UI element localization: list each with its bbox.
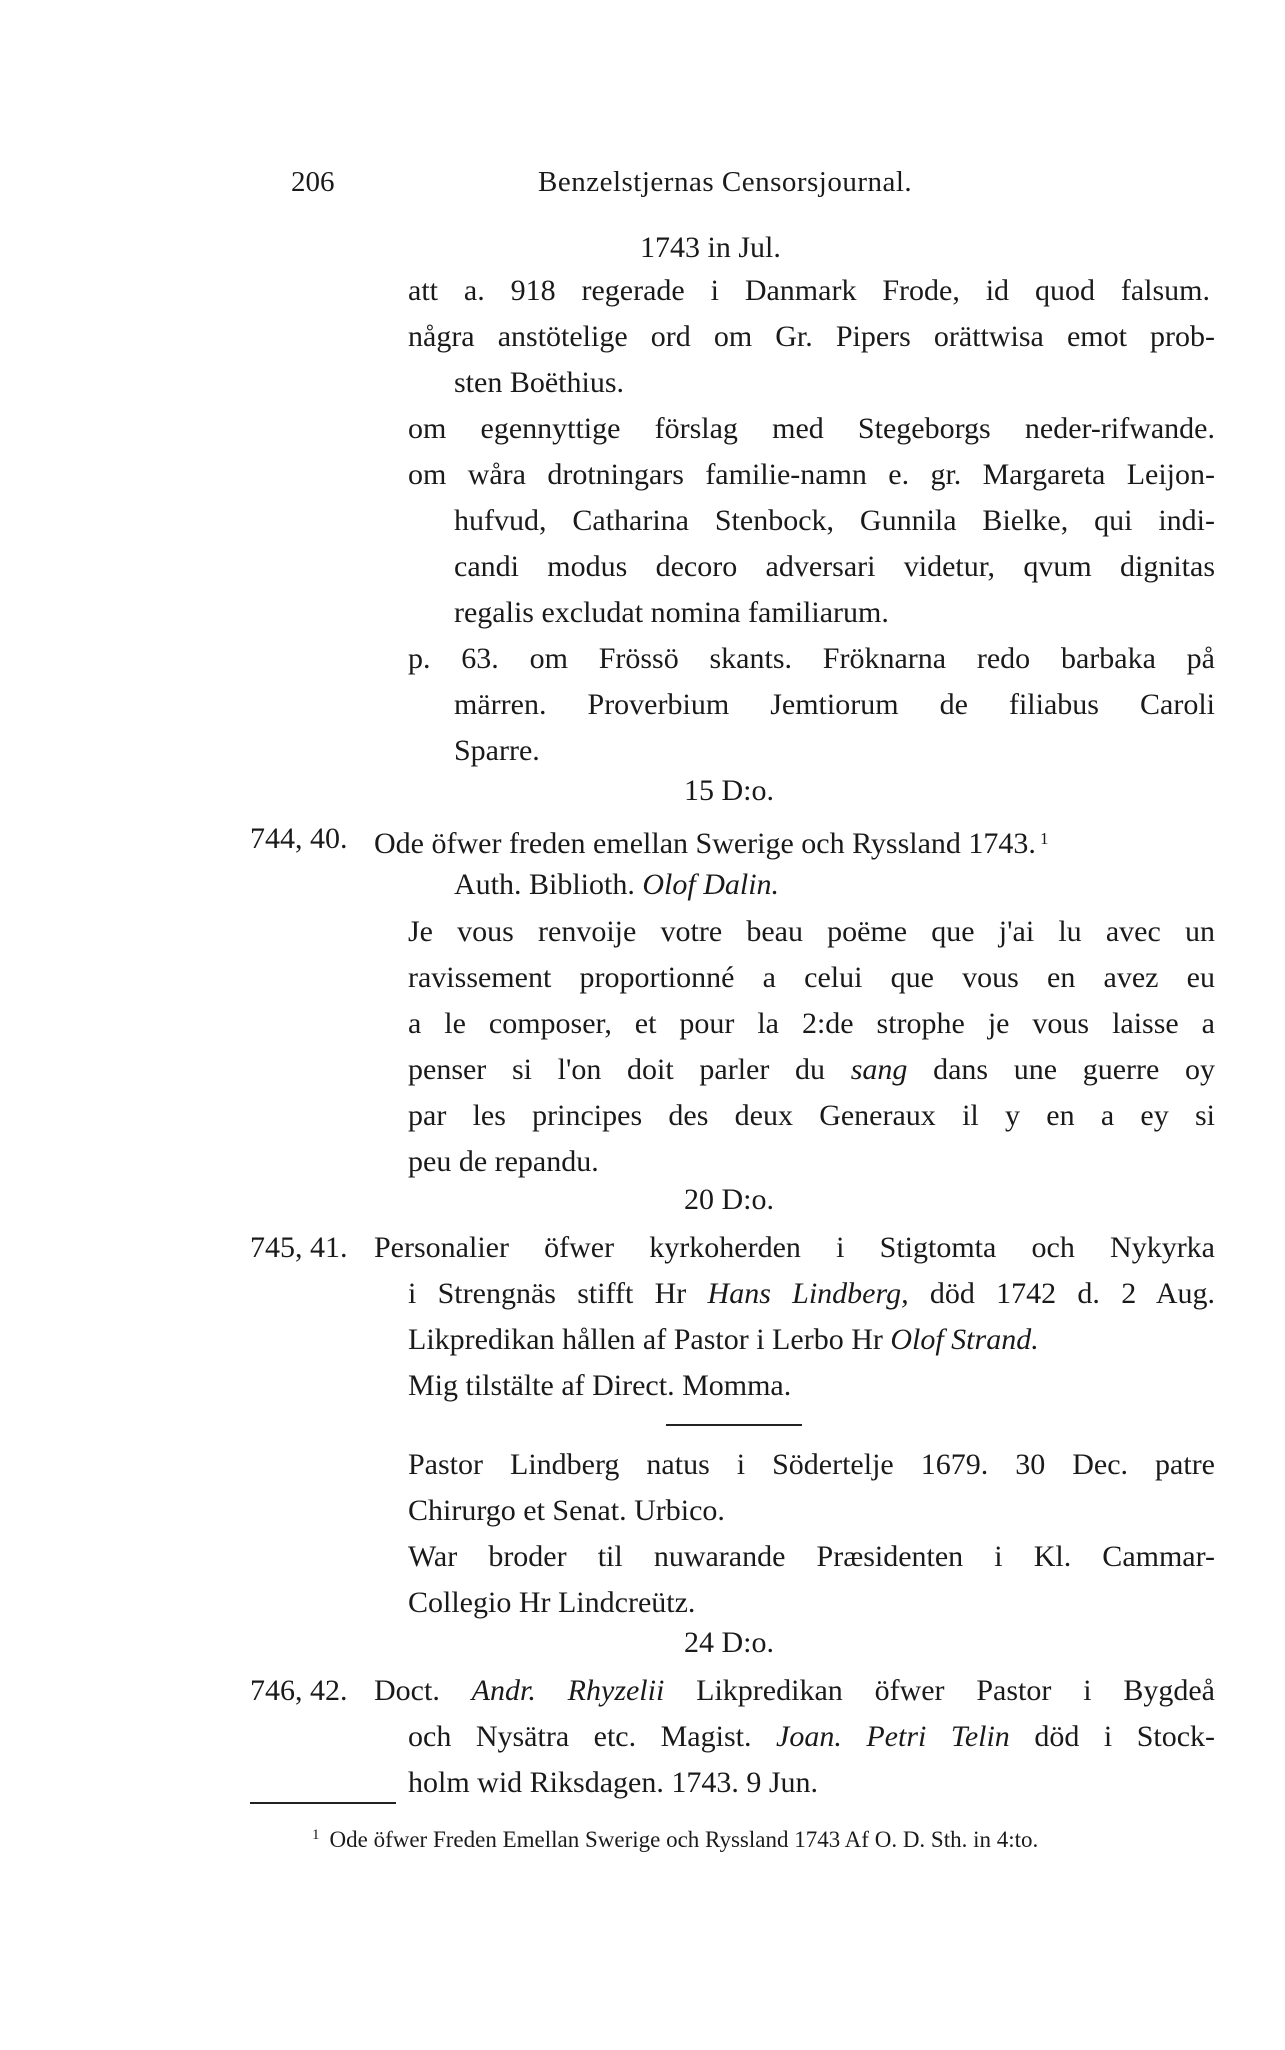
text-emphasis: Hans Lindberg, [707, 1277, 909, 1310]
entry-title-text: Ode öfwer freden emellan Swerige och Ryssland 1743. [374, 827, 1036, 860]
text-line: att a. 918 regerade i Danmark Frode, id quod falsum. [408, 274, 1210, 307]
footnote [312, 1820, 1038, 1855]
text-segment: och Nysätra etc. Magist. [408, 1720, 752, 1753]
text-line: några anstötelige ord om Gr. Pipers orättwisa emot prob- [408, 320, 1215, 353]
separator-rule [666, 1424, 802, 1426]
text-line: War broder til nuwarande Præsidenten i Kl. Cammar- [408, 1540, 1215, 1573]
date-heading: 1743 in Jul. [640, 231, 781, 264]
text-segment: Likpredikan hållen af Pastor i Lerbo Hr [408, 1323, 883, 1356]
text-line: Sparre. [454, 734, 540, 767]
text-line [408, 1717, 1215, 1757]
text-emphasis: Olof Strand. [890, 1323, 1039, 1356]
text-line: sten Boëthius. [454, 366, 624, 399]
text-emphasis: Telin [950, 1720, 1010, 1753]
text-line: om egennyttige förslag med Stegeborgs neder-rifwande. [408, 412, 1215, 445]
footnote-rule [250, 1802, 396, 1804]
footnote-text: Ode öfwer Freden Emellan Swerige och Ryssland 1743 Af O. D. Sth. in 4:to. [329, 1827, 1039, 1852]
auth-prefix: Auth. Biblioth. [454, 868, 635, 901]
entry-number: 746, 42. [250, 1674, 348, 1707]
text-line: candi modus decoro adversari videtur, qvum dignitas [454, 550, 1215, 583]
text-line [408, 1050, 1215, 1090]
text-line: Chirurgo et Senat. Urbico. [408, 1494, 725, 1527]
text-line: märren. Proverbium Jemtiorum de filiabus Caroli [454, 688, 1215, 721]
text-line: peu de repandu. [408, 1145, 599, 1178]
text-segment: dans une guerre oy [933, 1053, 1215, 1086]
text-emphasis: sang [850, 1053, 908, 1086]
date-heading: 24 D:o. [684, 1626, 774, 1659]
auth-line [454, 865, 779, 905]
text-emphasis: Petri [866, 1720, 927, 1753]
text-line: Pastor Lindberg natus i Södertelje 1679. 30 Dec. patre [408, 1448, 1215, 1481]
running-title: Benzelstjernas Censorsjournal. [538, 166, 913, 198]
auth-name: Olof Dalin. [642, 868, 780, 901]
text-line: p. 63. om Frössö skants. Fröknarna redo barbaka på [408, 642, 1215, 675]
page-number: 206 [291, 166, 335, 198]
text-line [408, 1320, 1039, 1360]
entry-number: 744, 40. [250, 822, 348, 855]
text-line: Mig tilstälte af Direct. Momma. [408, 1369, 792, 1402]
text-line: Personalier öfwer kyrkoherden i Stigtomta och Nykyrka [374, 1231, 1215, 1264]
text-segment: död i Stock- [1034, 1720, 1216, 1753]
text-line: a le composer, et pour la 2:de strophe je vous laisse a [408, 1007, 1215, 1040]
text-emphasis: Joan. [776, 1720, 842, 1753]
text-segment: i Strengnäs stifft Hr [408, 1277, 687, 1310]
text-line [408, 1274, 1215, 1314]
text-line: Je vous renvoije votre beau poëme que j'ai lu avec un [408, 915, 1215, 948]
text-line: Collegio Hr Lindcreütz. [408, 1586, 696, 1619]
text-line: ravissement proportionné a celui que vous en avez eu [408, 961, 1215, 994]
text-segment: Doct. [374, 1674, 440, 1707]
date-heading: 15 D:o. [684, 774, 774, 807]
entry-title [374, 819, 1048, 864]
footnote-ref: 1 [1039, 829, 1049, 848]
text-emphasis: Rhyzelii [567, 1674, 665, 1707]
text-segment: Likpredikan öfwer Pastor i Bygdeå [696, 1674, 1215, 1707]
text-emphasis: Andr. [471, 1674, 536, 1707]
text-segment: död 1742 d. 2 Aug. [929, 1277, 1215, 1310]
date-heading: 20 D:o. [684, 1183, 774, 1216]
footnote-marker: 1 [312, 1827, 320, 1843]
entry-number: 745, 41. [250, 1231, 348, 1264]
text-line: holm wid Riksdagen. 1743. 9 Jun. [408, 1766, 818, 1799]
text-line: regalis excludat nomina familiarum. [454, 596, 889, 629]
text-line [374, 1671, 1215, 1711]
text-line: par les principes des deux Generaux il y en a ey si [408, 1099, 1215, 1132]
text-line: om wåra drotningars familie-namn e. gr. Margareta Leijon- [408, 458, 1215, 491]
text-segment: penser si l'on doit parler du [408, 1053, 826, 1086]
text-line: hufvud, Catharina Stenbock, Gunnila Bielke, qui indi- [454, 504, 1215, 537]
